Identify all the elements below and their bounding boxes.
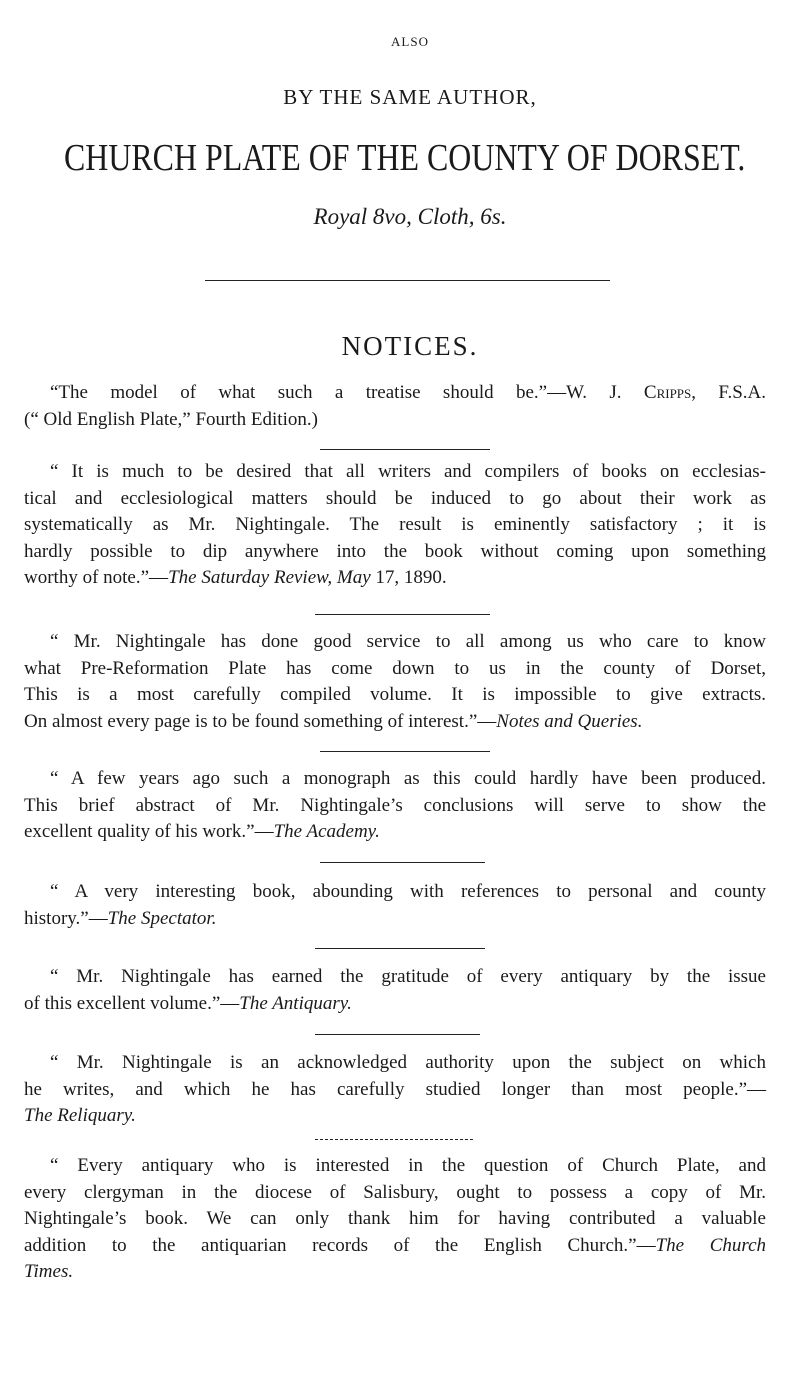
quote-text: “ A very interesting book, abounding with references to personal and county	[50, 881, 766, 902]
quote-text: what Pre-Reformation Plate has come down to us in the county of Dorset,	[24, 657, 766, 679]
divider-rule	[320, 862, 485, 863]
quote-text: “ Mr. Nightingale has done good service to all among us who care to know	[50, 631, 766, 652]
notice-line	[24, 682, 766, 708]
quote-text: Nightingale’s book. We can only thank him for having contributed a valuable	[24, 1208, 766, 1229]
notices-heading: NOTICES.	[341, 331, 479, 361]
quote-text: 17, 1890.	[370, 567, 447, 588]
source-citation: The Spectator.	[107, 907, 217, 929]
quote-text: “The model of what such a treatise should be.”—W. J.	[50, 382, 644, 403]
divider-rule	[320, 751, 490, 752]
source-citation: Notes and Queries.	[496, 710, 643, 732]
source-citation: The Saturday Review, May	[168, 567, 371, 588]
divider-rule	[315, 948, 485, 949]
source-citation: The Church	[655, 1234, 766, 1256]
notice-line	[50, 380, 766, 406]
quote-text: he writes, and which he has carefully studied longer than most people.”—	[24, 1078, 766, 1100]
source-citation: The Reliquary.	[24, 1105, 136, 1126]
source-citation: Times.	[24, 1261, 74, 1282]
quote-text: of this excellent volume.”—	[24, 992, 240, 1014]
quote-text: , F.S.A.	[691, 382, 766, 403]
divider-rule	[315, 1139, 473, 1140]
quote-text: “ It is much to be desired that all writers and compilers of books on ecclesias-	[50, 461, 766, 482]
quote-text: hardly possible to dip anywhere into the book without coming upon something	[24, 540, 766, 562]
source-citation: The Antiquary.	[239, 992, 352, 1014]
notice-line	[50, 879, 766, 905]
notice-line	[24, 565, 766, 591]
quote-text: “ Every antiquary who is interested in the question of Church Plate, and	[50, 1155, 766, 1176]
by-same-author: BY THE SAME AUTHOR,	[283, 85, 537, 109]
notice-line	[24, 819, 766, 845]
notice-line	[24, 1103, 766, 1129]
notice-line	[50, 766, 766, 792]
quote-text: history.”—	[24, 907, 108, 929]
notice-line	[50, 459, 766, 485]
divider-rule	[320, 449, 490, 450]
quote-text: This brief abstract of Mr. Nightingale’s conclusions will serve to show the	[24, 794, 766, 816]
notice-line	[24, 991, 766, 1017]
notice-line	[24, 1180, 766, 1206]
notice-line	[24, 709, 766, 735]
quote-text: tical and ecclesiological matters should be induced to go about their work as	[24, 487, 766, 509]
quote-text: “ Mr. Nightingale is an acknowledged authority upon the subject on which	[50, 1052, 766, 1073]
notice-line	[24, 407, 766, 433]
quote-text: “ Mr. Nightingale has earned the gratitude of every antiquary by the issue	[50, 966, 766, 987]
notice-line	[50, 1050, 766, 1076]
quote-text: worthy of note.”—	[24, 567, 169, 588]
divider-rule	[205, 280, 610, 281]
divider-rule	[315, 614, 490, 615]
quote-text: On almost every page is to be found something of interest.”—	[24, 710, 497, 732]
notice-line	[24, 512, 766, 538]
edition-price: Royal 8vo, Cloth, 6s.	[313, 204, 507, 229]
quote-text: systematically as Mr. Nightingale. The result is eminently satisfactory ; it is	[24, 514, 766, 535]
also-label: ALSO	[391, 34, 429, 49]
notice-line	[24, 906, 766, 932]
quote-text: every clergyman in the diocese of Salisbury, ought to possess a copy of Mr.	[24, 1181, 766, 1203]
notice-line	[24, 1206, 766, 1232]
notice-line	[24, 539, 766, 565]
quote-text: (“ Old English Plate,” Fourth Edition.)	[24, 408, 318, 430]
notice-line	[50, 964, 766, 990]
notice-line	[24, 1077, 766, 1103]
notice-line	[24, 656, 766, 682]
quote-text: excellent quality of his work.”—	[24, 821, 274, 842]
source-citation: The Academy.	[273, 821, 380, 842]
quote-text: This is a most carefully compiled volume. It is impossible to give extracts.	[24, 684, 766, 705]
divider-rule	[315, 1034, 480, 1035]
notice-line	[24, 1233, 766, 1259]
notice-line	[50, 1153, 766, 1179]
notice-line	[24, 1259, 766, 1285]
book-title: CHURCH PLATE OF THE COUNTY OF DORSET.	[64, 137, 746, 179]
quote-text: Cripps	[643, 382, 692, 403]
notice-line	[24, 486, 766, 512]
notice-line	[24, 793, 766, 819]
quote-text: addition to the antiquarian records of the English Church.”—	[24, 1234, 656, 1256]
quote-text: “ A few years ago such a monograph as this could hardly have been produced.	[50, 768, 766, 789]
notice-line	[50, 629, 766, 655]
